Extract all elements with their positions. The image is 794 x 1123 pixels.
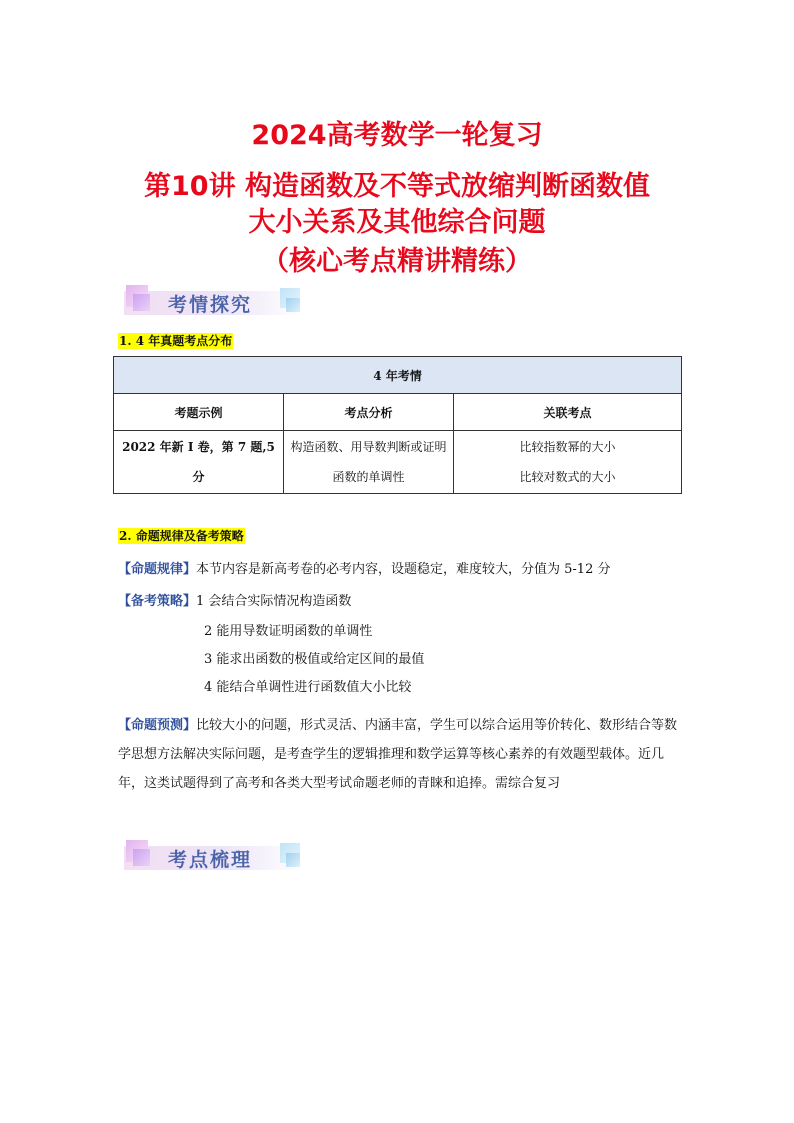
strategy-item: 1 会结合实际情况构造函数: [196, 594, 352, 609]
title-line-2: 第10讲 构造函数及不等式放缩判断函数值: [144, 171, 650, 202]
predict-paragraph: [118, 711, 678, 798]
banner-right-square-icon: [286, 298, 300, 312]
section-banner-analysis: [124, 285, 306, 319]
column-header: 考题示例: [114, 394, 284, 431]
section2-heading: 2. 命题规律及备考策略: [119, 529, 244, 543]
strategy-tag: 【备考策略】: [118, 594, 197, 609]
cell-example-text: 2022 年新 I 卷，第 7 题,5 分: [122, 440, 275, 484]
cell-example: [114, 431, 284, 494]
predict-tag: 【命题预测】: [118, 718, 197, 733]
exam-table: [113, 356, 682, 494]
related-point: 比较指数幂的大小: [519, 440, 616, 454]
table-caption: 4 年考情: [114, 357, 682, 394]
banner-label: 考情探究: [168, 294, 253, 316]
rule-paragraph: [118, 560, 611, 580]
column-header: 考点分析: [284, 394, 454, 431]
table-row: [114, 431, 682, 494]
banner-left-square-icon: [133, 849, 150, 866]
title-line-3: 大小关系及其他综合问题: [248, 207, 546, 238]
banner-label: 考点梳理: [168, 849, 253, 871]
strategy-paragraph: [118, 592, 351, 612]
column-header: 关联考点: [454, 394, 682, 431]
section1-heading: 1. 4 年真题考点分布: [119, 334, 233, 348]
rule-text: 本节内容是新高考卷的必考内容，设题稳定，难度较大，分值为 5-12 分: [196, 562, 611, 577]
predict-text: 比较大小的问题，形式灵活、内涵丰富，学生可以综合运用等价转化、数形结合等数学思想方法解决实际问题，是考查学生的逻辑推理和数学运算等核心素养的有效题型载体。近几年，这类试题得到了高考和各类大型考试命题老师的青睐和追捧。需综合复习: [118, 718, 678, 791]
cell-analysis-text: 构造函数、用导数判断或证明函数的单调性: [290, 440, 447, 484]
related-point: 比较对数式的大小: [519, 470, 616, 484]
title-line-1: 2024高考数学一轮复习: [251, 120, 543, 151]
rule-tag: 【命题规律】: [118, 562, 197, 577]
cell-analysis: [284, 431, 454, 494]
strategy-item: 2 能用导数证明函数的单调性: [204, 624, 373, 639]
banner-left-square-icon: [133, 294, 150, 311]
cell-related: [454, 431, 682, 494]
title-line-4: （核心考点精讲精练）: [262, 246, 532, 277]
banner-right-square-icon: [286, 853, 300, 867]
section-banner-review: [124, 840, 306, 874]
strategy-item: 4 能结合单调性进行函数值大小比较: [204, 680, 412, 695]
strategy-item: 3 能求出函数的极值或给定区间的最值: [204, 652, 425, 667]
